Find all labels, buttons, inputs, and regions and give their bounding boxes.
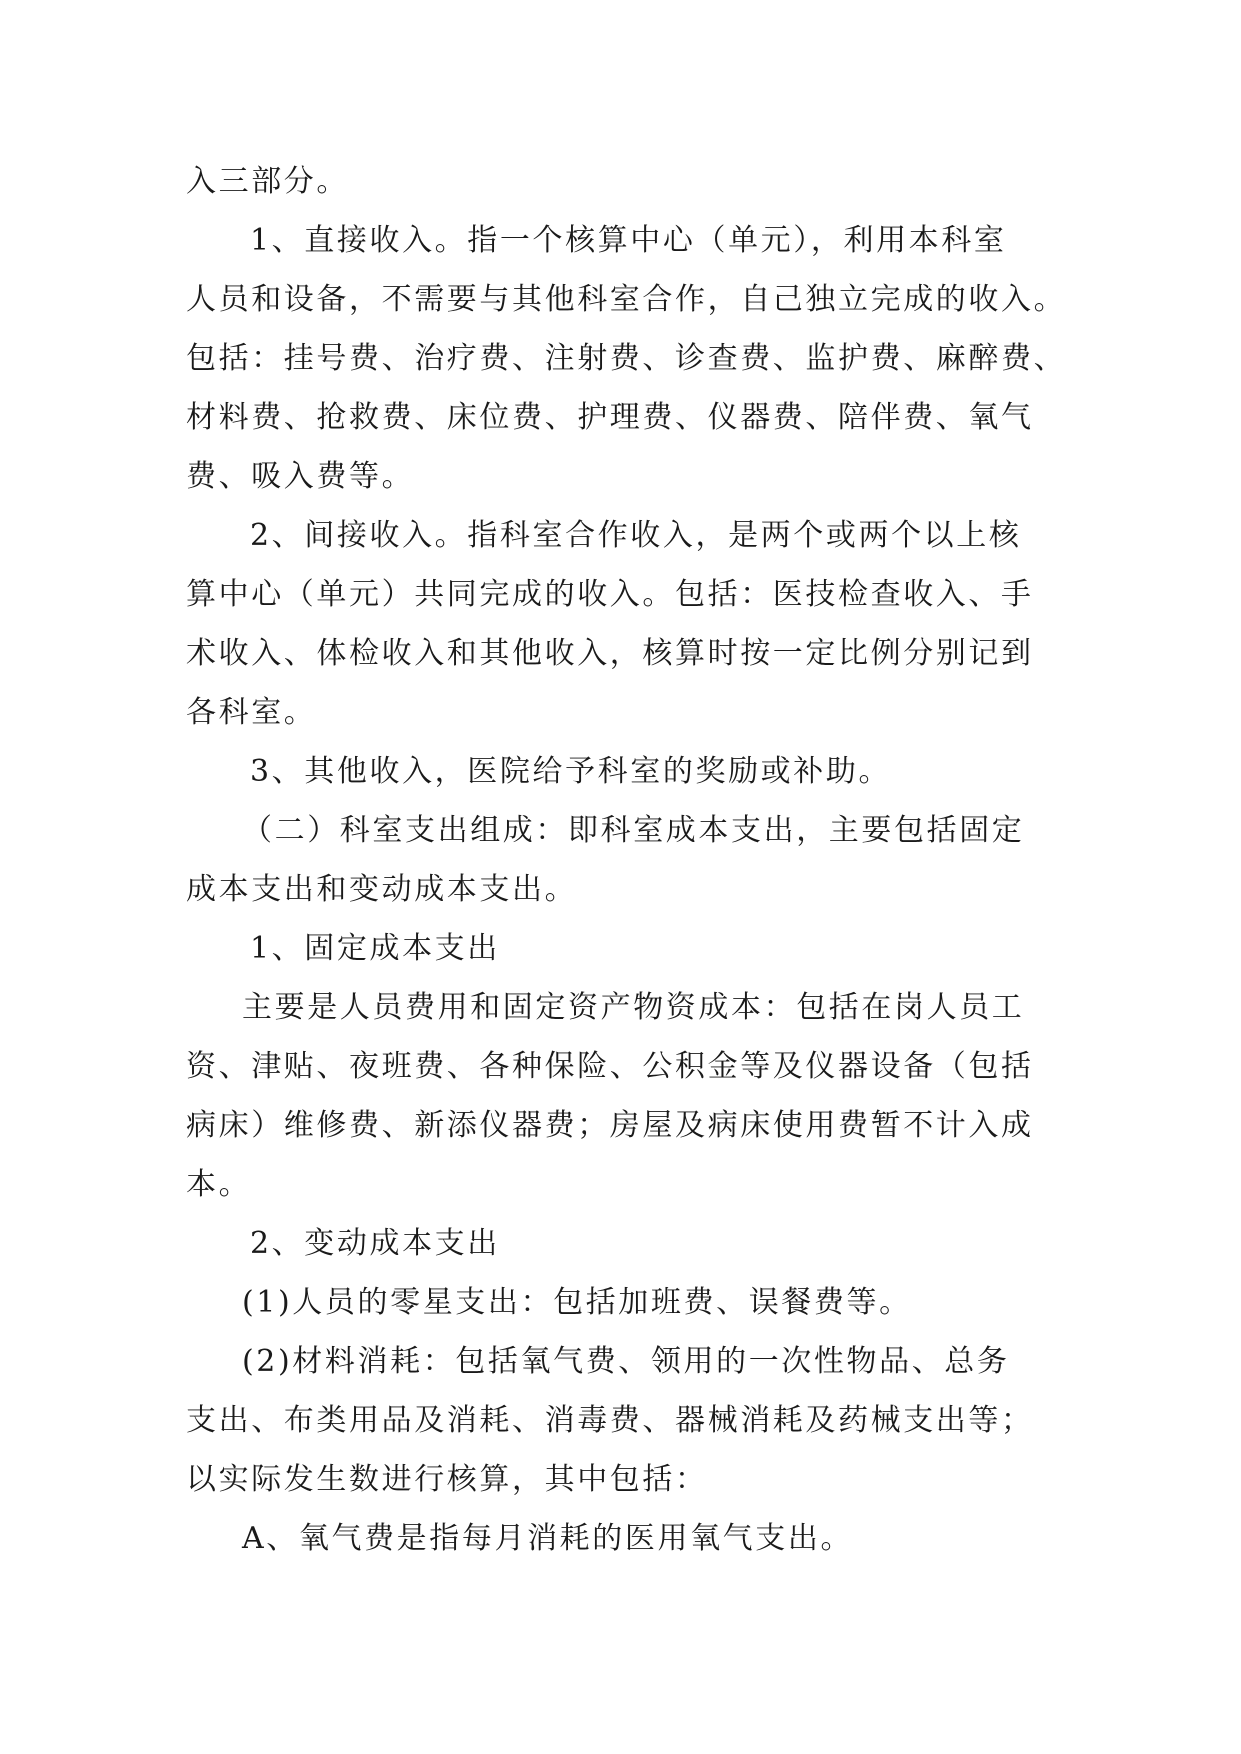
text-line: 支出、布类用品及消耗、消毒费、器械消耗及药械支出等；	[186, 1403, 1034, 1438]
text-line: (1)人员的零星支出：包括加班费、误餐费等。	[242, 1285, 912, 1320]
paragraph-material-consumption	[186, 1332, 1054, 1509]
text-line: 资、津贴、夜班费、各种保险、公积金等及仪器设备（包括	[186, 1049, 1034, 1084]
text-line: 包括：挂号费、治疗费、注射费、诊查费、监护费、麻醉费、	[186, 341, 1067, 376]
text-line: （二）科室支出组成：即科室成本支出，主要包括固定	[242, 813, 1025, 848]
text-line: 以实际发生数进行核算，其中包括：	[186, 1462, 708, 1497]
text-line: 成本支出和变动成本支出。	[186, 872, 578, 907]
text-line: 各科室。	[186, 695, 317, 730]
text-line: 入三部分。	[186, 164, 349, 199]
text-line: 3、其他收入，医院给予科室的奖励或补助。	[250, 754, 892, 789]
paragraph-direct-income	[186, 211, 1067, 506]
text-line: (2)材料消耗：包括氧气费、领用的一次性物品、总务	[242, 1344, 1010, 1379]
text-line: A、氧气费是指每月消耗的医用氧气支出。	[242, 1521, 854, 1556]
text-line: 本。	[186, 1167, 252, 1202]
paragraph-other-income	[186, 742, 1054, 801]
heading-fixed-cost	[186, 919, 1054, 978]
text-line: 算中心（单元）共同完成的收入。包括：医技检查收入、手	[186, 577, 1034, 612]
text-line: 2、变动成本支出	[250, 1226, 500, 1261]
text-line: 2、间接收入。指科室合作收入，是两个或两个以上核	[250, 518, 1022, 553]
text-line: 病床）维修费、新添仪器费；房屋及病床使用费暂不计入成	[186, 1108, 1034, 1143]
text-line: 1、直接收入。指一个核算中心（单元），利用本科室	[250, 223, 1007, 258]
heading-variable-cost	[186, 1214, 1054, 1273]
paragraph-indirect-income	[186, 506, 1054, 742]
paragraph-expense-composition	[186, 801, 1054, 919]
text-line: 费、吸入费等。	[186, 459, 415, 494]
text-line: 术收入、体检收入和其他收入，核算时按一定比例分别记到	[186, 636, 1034, 671]
text-line: 人员和设备，不需要与其他科室合作，自己独立完成的收入。	[186, 282, 1067, 317]
text-line: 材料费、抢救费、床位费、护理费、仪器费、陪伴费、氧气	[186, 400, 1034, 435]
paragraph-fixed-cost	[186, 978, 1054, 1214]
document-body	[186, 152, 1067, 1568]
paragraph-staff-expenses	[186, 1273, 1054, 1332]
text-line: 主要是人员费用和固定资产物资成本：包括在岗人员工	[242, 990, 1025, 1025]
paragraph-intro	[186, 152, 1054, 211]
paragraph-oxygen-fee	[186, 1509, 1054, 1568]
text-line: 1、固定成本支出	[250, 931, 500, 966]
